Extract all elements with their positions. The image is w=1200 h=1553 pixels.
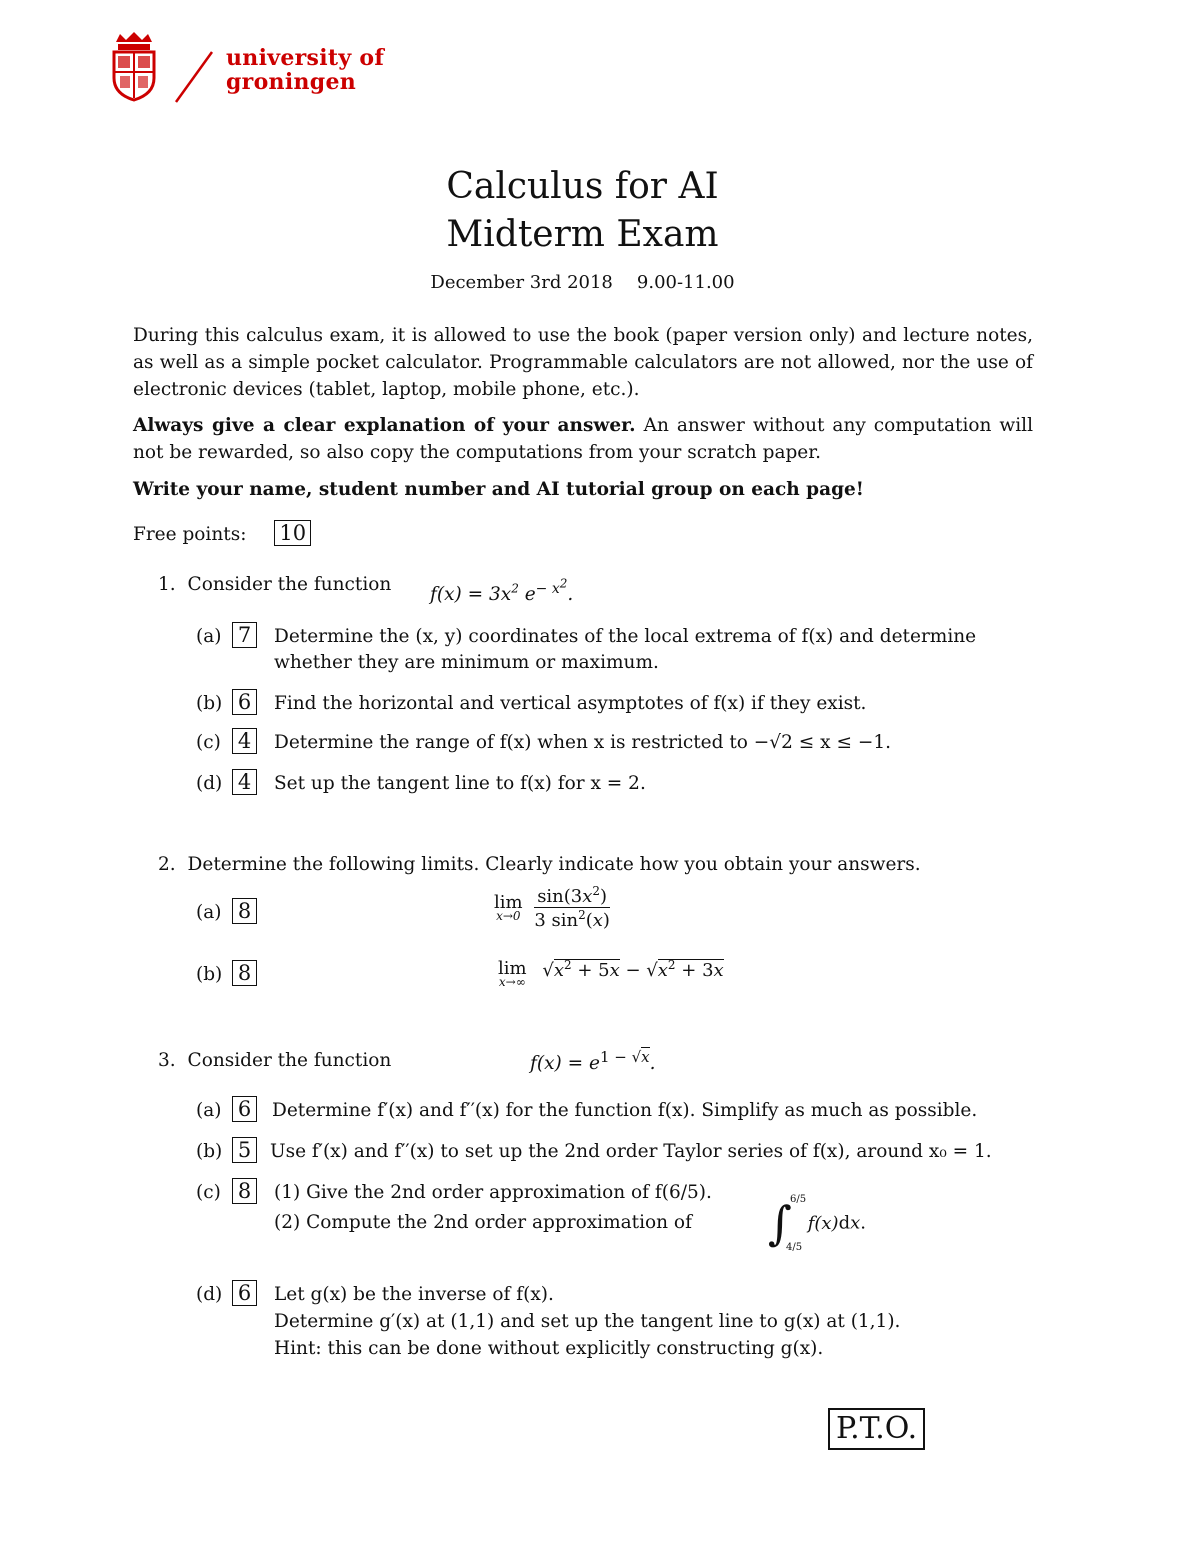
q2a-points: 8 [232,898,257,924]
q1b-label: (b) [196,693,223,714]
intro-rules: During this calculus exam, it is allowed to use the book (paper version only) and lecture notes, as well as a simple pocket calculator. Programmable calculators are not allowed, nor the use of electronic devices (tablet, laptop, mobile phone, etc.). [133,325,1033,400]
q1b-text: Find the horizontal and vertical asymptotes of f(x) if they exist. [274,693,867,714]
q1d-text: Set up the tangent line to f(x) for x = 2. [274,773,646,794]
university-crest-logo [110,32,158,102]
intro-name-instruction: Write your name, student number and AI tutorial group on each page! [133,479,864,500]
q1-stem: 1. Consider the function [158,574,392,595]
q3b-text: Use f′(x) and f′′(x) to set up the 2nd order Taylor series of f(x), around x₀ = 1. [270,1141,992,1162]
q3d-text: Let g(x) be the inverse of f(x). Determine g′(x) at (1,1) and set up the tangent line to g(x) at (1,1). Hint: this can be done without explicitly constructing g(x). [274,1284,901,1359]
q2b-points: 8 [232,960,257,986]
q3d-label: (d) [196,1284,223,1305]
q3c-points: 8 [232,1178,257,1204]
q3b-points: 5 [232,1137,257,1163]
free-points-row: Free points: 10 [133,520,311,548]
q3c-integral-formula: ∫ 6/5 4/5 f(x)dx. [768,1194,866,1253]
q2b-limit-formula: lim x→∞ $√x^2 + 5x - √x^2 + 3x$ [498,958,724,989]
exam-title-type: Midterm Exam [446,214,719,255]
q3-stem: 3. Consider the function [158,1050,392,1071]
q3d-points: 6 [232,1280,257,1306]
exam-date-time: December 3rd 2018 9.00-11.00 [430,272,735,293]
q1b-points: 6 [232,689,257,715]
q3b-label: (b) [196,1141,223,1162]
logo-slash-divider [170,48,220,106]
please-turn-over-box: P.T.O. [828,1408,925,1450]
logo-wordmark: university of groningen [226,45,385,95]
q3a-points: 6 [232,1096,257,1122]
intro-explanation: Always give a clear explanation of your answer. An answer without any computation will not be rewarded, so also copy the computations from your scratch paper. [133,415,1033,463]
q1c-label: (c) [196,732,221,753]
q1a-text: Determine the (x, y) coordinates of the local extrema of f(x) and determine whether they are minimum or maximum. [274,626,977,673]
q2a-label: (a) [196,902,222,923]
q1d-label: (d) [196,773,223,794]
q2-stem: 2. Determine the following limits. Clearly indicate how you obtain your answers. [158,854,921,875]
q1c-text: Determine the range of f(x) when x is restricted to −√2 ≤ x ≤ −1. [274,732,891,753]
q3a-text: Determine f′(x) and f′′(x) for the function f(x). Simplify as much as possible. [272,1100,978,1121]
exam-title-course: Calculus for AI [446,166,719,207]
q1d-points: 4 [232,769,257,795]
q3c-text: (1) Give the 2nd order approximation of f(6/5). (2) Compute the 2nd order approximation of [274,1182,712,1233]
q3c-label: (c) [196,1182,221,1203]
q1a-label: (a) [196,626,222,647]
q3-formula: $f(x) = e^{1 - √x}$. [530,1048,656,1075]
q1-formula: $f(x) = 3x^2$ $e^{- x^2}$. [430,576,574,605]
q2a-limit-formula: lim x→0 $\frac{\sin(3x^2)}{3 \sin^2(x)}$ [494,884,610,931]
q2b-label: (b) [196,964,223,985]
free-points-box: 10 [274,520,311,546]
q3a-label: (a) [196,1100,222,1121]
q1a-points: 7 [232,622,257,648]
q1c-points: 4 [232,728,257,754]
